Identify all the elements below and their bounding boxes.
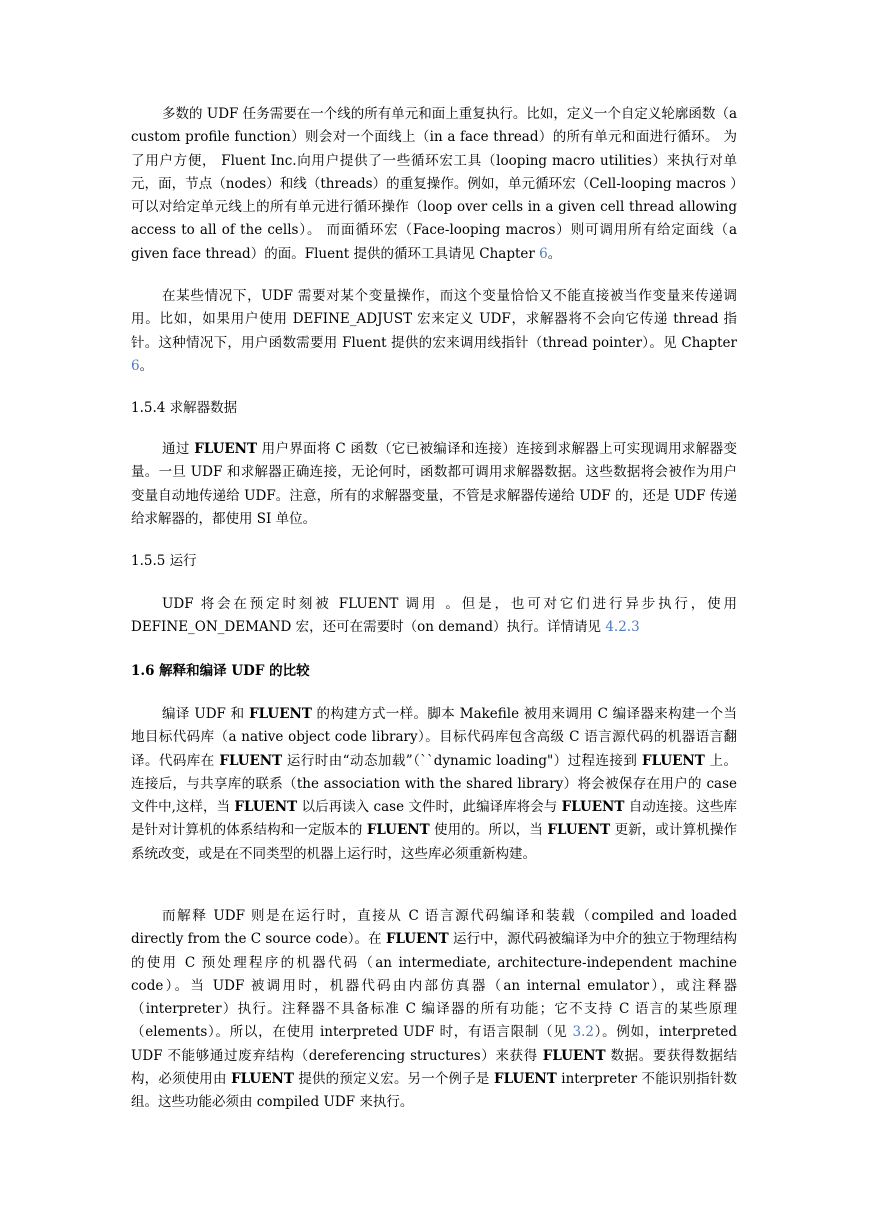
section-heading: 1.6 解释和编译 UDF 的比较 (131, 663, 310, 679)
text-run: 用户界面将 C 函数（它已被编译和连接）连接到求解器上可实现调用求解器变量。一旦 UDF 和求解器正确连接，无论何时，函数都可调用求解器数据。这些数据将会被作为用户变量自动地传递给 UDF。注意，所有的求解器变量，不管是求解器传递给 UDF 的，还是 UDF 传递给求解器的，都使用 SI 单位。 (131, 441, 738, 527)
text-run: UDF 将会在预定时刻被 FLUENT 调用 。但是，也可对它们进行异步执行，使用 DEFINE_ON_DEMAND 宏，还可在需要时（on demand）执行。详情请见 (131, 596, 737, 636)
text-run: interpreter 不能识别指针数组。这些功能必须由 compiled UDF 来执行。 (131, 1071, 738, 1111)
paragraph-text (131, 905, 737, 1115)
text-run: 而解释 UDF 则是在运行时，直接从 C 语言源代码编译和装载（compiled and loaded directly from the C source code）。在 (131, 908, 737, 948)
fluent-bold: FLUENT (366, 822, 430, 839)
paragraph-text (131, 103, 737, 266)
fluent-bold: FLUENT (249, 706, 312, 722)
section-heading-1-5-4 (131, 397, 737, 420)
fluent-bold: FLUENT (234, 799, 298, 816)
fluent-bold: FLUENT (494, 1071, 557, 1088)
text-run: 编译 UDF 和 (162, 706, 250, 722)
fluent-bold: FLUENT (231, 1071, 294, 1088)
fluent-bold: FLUENT (542, 1047, 606, 1064)
fluent-bold: FLUENT (219, 752, 283, 769)
paragraph-thread-pointer (131, 285, 737, 378)
chapter-6-link[interactable]: 6 (131, 357, 140, 374)
text-run: 使用的。所以，当 (429, 822, 548, 839)
section-4-2-3-link[interactable]: 4.2.3 (605, 619, 640, 636)
text-run: 运行中，源代码被编译为中介的独立于物理结构的使用 C 预处理程序的机器代码（an intermediate, architecture-independent machine code）。当 UDF 被调用时，机器代码由内部仿真器（an internal emulator），或注释器（interpreter）执行。注释器不具备标准 C 编译器的所有功能；它不支持 C 语言的某些原理（elements）。所以，在使用 interpreted UDF 时，有语言限制（见 (131, 931, 737, 1041)
text-run: 数据。要获得数据结构，必须使用由 (131, 1047, 738, 1088)
section-heading: 1.5.5 运行 (131, 553, 197, 569)
text-run: 的构建方式一样。脚本 Makefile 被用来调用 C 编译器来构建一个当地目标代码库（a native object code library）。目标代码库包含高级 C 语言源代码的机器语言翻译。代码库在 (131, 706, 738, 769)
text-run: 自动连接。这些库是针对计算机的体系结构和一定版本的 (131, 799, 737, 839)
paragraph-text (131, 285, 737, 378)
section-heading-1-5-5 (131, 550, 737, 573)
paragraph-execution (131, 593, 737, 640)
paragraph-interpreted-udf (131, 905, 737, 1115)
fluent-bold: FLUENT (561, 799, 625, 816)
text-run: 运行时由“动态加载”（``dynamic loading"）过程连接到 (282, 752, 643, 769)
text-run: 更新，或计算机操作系统改变，或是在不同类型的机器上运行时，这些库必须重新构建。 (131, 822, 737, 862)
paragraph-solver-data (131, 438, 737, 531)
fluent-bold: FLUENT (385, 931, 449, 948)
chapter-6-link[interactable]: 6 (539, 245, 548, 262)
section-heading-1-6 (131, 660, 737, 683)
text-run: 通过 (162, 441, 195, 457)
fluent-bold: FLUENT (194, 441, 258, 457)
section-heading: 1.5.4 求解器数据 (131, 400, 238, 416)
fluent-bold: FLUENT (642, 752, 705, 769)
paragraph-text (131, 703, 737, 866)
paragraph-text (131, 438, 737, 531)
text-run: 以后再读入 case 文件时，此编译库将会与 (297, 799, 562, 816)
text-run: ）。例如，interpreted UDF 不能够通过废弃结构（dereferencing structures）来获得 (131, 1024, 737, 1064)
text-run: 。 (139, 357, 154, 374)
text-run: 提供的预定义宏。另一个例子是 (293, 1071, 495, 1088)
fluent-bold: FLUENT (547, 822, 611, 839)
text-run: 在某些情况下，UDF 需要对某个变量操作，而这个变量恰恰又不能直接被当作变量来传递调用。比如，如果用户使用 DEFINE_ADJUST 宏来定义 UDF，求解器将不会向它传递 thread 指针。这种情况下，用户函数需要用 Fluent 提供的宏来调用线指针（thread pointer）。见 Chapter (131, 288, 737, 351)
text-run: 。 (547, 245, 562, 262)
paragraph-compiled-udf (131, 703, 737, 866)
paragraph-text (131, 593, 737, 640)
section-3-2-link[interactable]: 3.2 (572, 1024, 594, 1041)
text-run: 上。连接后，与共享库的联系（the association with the shared library）将会被保存在用户的 case 文件中,这样，当 (131, 752, 737, 816)
paragraph-looping-macros (131, 103, 737, 266)
text-run: 多数的 UDF 任务需要在一个线的所有单元和面上重复执行。比如，定义一个自定义轮廓函数（a custom profile function）则会对一个面线上（in a face thread）的所有单元和面进行循环。 为了用户方便， Fluent Inc.向用户提供了一些循环宏工具（looping macro utilities）来执行对单元，面，节点（nodes）和线（threads）的重复操作。例如，单元循环宏（Cell-looping macros ）可以对给定单元线上的所有单元进行循环操作（loop over cells in a given cell thread allowing access to all of the cells）。 而面循环宏（Face-looping macros）则可调用所有给定面线（a given face thread）的面。Fluent 提供的循环工具请见 Chapter (131, 106, 737, 262)
